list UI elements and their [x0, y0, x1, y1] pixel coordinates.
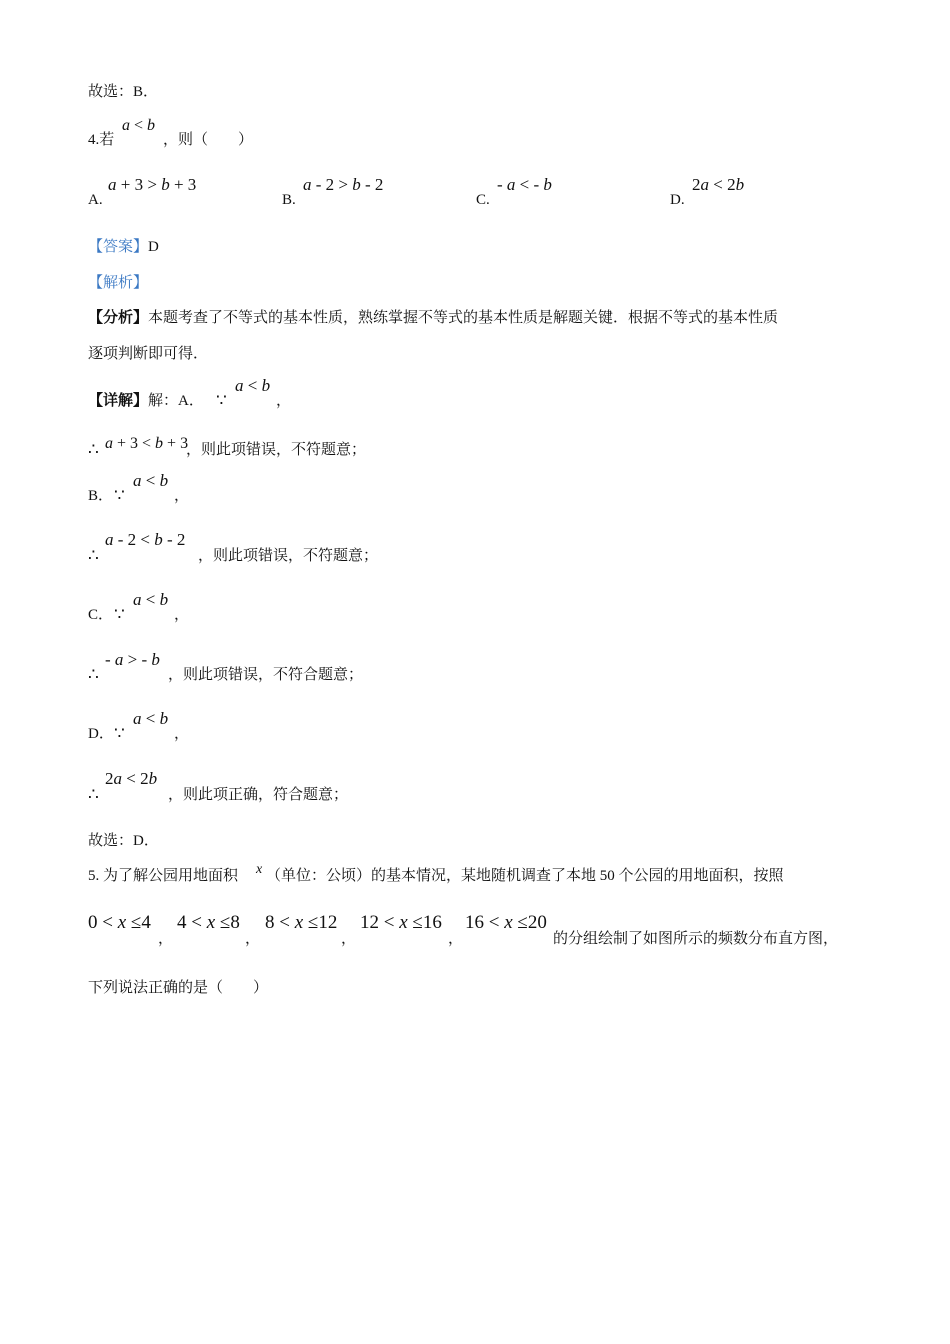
because-symbol: ∵: [114, 605, 125, 624]
q5-number: 5.: [88, 868, 100, 884]
step-b-result: a - 2 < b - 2: [105, 530, 186, 549]
detail-intro-text: 解：A．: [148, 393, 204, 409]
because-symbol: ∵: [216, 391, 227, 410]
q5-interval-1: 0 < x ≤4: [88, 912, 151, 933]
step-d-given: a < b: [133, 709, 169, 728]
q4-option-c-expr: - a < - b: [497, 175, 552, 194]
step-d-result: 2a < 2b: [105, 769, 158, 788]
q4-option-c-label: C.: [476, 192, 490, 208]
q4-option-b-expr: a - 2 > b - 2: [303, 175, 384, 194]
q4-option-b-label: B.: [282, 192, 296, 208]
q5-sep: ，: [341, 931, 357, 947]
q4-stem: [88, 130, 114, 150]
q4-option-d-expr: 2a < 2b: [692, 175, 745, 194]
q5-interval-5: 16 < x ≤20: [465, 912, 547, 933]
q4-stem-pre: 若: [99, 132, 115, 148]
therefore-symbol: ∴: [88, 440, 99, 459]
q5-sep: ，: [448, 931, 464, 947]
q4-number: 4.: [88, 132, 100, 148]
step-c-conclusion: ，则此项错误，不符合题意；: [168, 667, 364, 683]
fenxi-line-1: [88, 308, 778, 328]
step-d-comma: ，: [174, 726, 190, 742]
step-d-conclusion: ，则此项正确，符合题意；: [168, 787, 349, 803]
q5-interval-4: 12 < x ≤16: [360, 912, 442, 933]
step-c-given: a < b: [133, 590, 169, 609]
step-b-comma: ，: [174, 488, 190, 504]
step-a-given: a < b: [235, 376, 271, 395]
therefore-symbol: ∴: [88, 546, 99, 565]
step-d-label: D．: [88, 726, 114, 742]
q4-answer: [88, 237, 159, 257]
detail-intro: [88, 391, 204, 411]
step-b-label: B．: [88, 488, 114, 504]
q5-sep: ，: [245, 931, 261, 947]
prev-answer: 故选：B．: [88, 84, 159, 100]
because-symbol: ∵: [114, 486, 125, 505]
q5-text-post: （单位：公顷）的基本情况，某地随机调查了本地 50 个公园的用地面积，按照: [266, 868, 784, 884]
q4-option-d-label: D.: [670, 192, 685, 208]
q4-final: 故选：D．: [88, 833, 159, 849]
q4-stem-post: ，则（ ）: [163, 132, 254, 148]
q4-option-a-label: A.: [88, 192, 103, 208]
step-b-given: a < b: [133, 471, 169, 490]
fenxi-text-1: 本题考查了不等式的基本性质，熟练掌握不等式的基本性质是解题关键．根据不等式的基本性质: [148, 310, 779, 326]
because-symbol: ∵: [114, 724, 125, 743]
q5-interval-3: 8 < x ≤12: [265, 912, 338, 933]
q5-line-2-post: 的分组绘制了如图所示的频数分布直方图，: [553, 931, 839, 947]
q5-line-3: 下列说法正确的是（ ）: [88, 980, 269, 996]
step-a-result: a + 3 < b + 3: [105, 435, 189, 452]
step-c-label: C．: [88, 607, 114, 623]
answer-tag: 【答案】: [88, 239, 149, 255]
detail-tag: 【详解】: [88, 393, 149, 409]
step-c-result: - a > - b: [105, 650, 160, 669]
step-a-conclusion: ，则此项错误，不符题意；: [186, 442, 367, 458]
q5-var: x: [256, 862, 263, 877]
fenxi-line-2: 逐项判断即可得．: [88, 346, 209, 362]
q4-option-a-expr: a + 3 > b + 3: [108, 175, 197, 194]
answer-value: D: [148, 239, 159, 255]
analysis-tag: 【解析】: [88, 275, 149, 291]
q5-interval-2: 4 < x ≤8: [177, 912, 240, 933]
q5-sep: ，: [158, 931, 174, 947]
step-b-conclusion: ，则此项错误，不符题意；: [198, 548, 379, 564]
step-c-comma: ，: [174, 607, 190, 623]
step-a-comma: ，: [276, 393, 292, 409]
q4-condition: a < b: [122, 117, 156, 134]
therefore-symbol: ∴: [88, 785, 99, 804]
q5-text-pre: 为了解公园用地面积: [103, 868, 239, 884]
fenxi-tag: 【分析】: [88, 310, 149, 326]
therefore-symbol: ∴: [88, 665, 99, 684]
q5-line-1-pre: [88, 866, 238, 886]
